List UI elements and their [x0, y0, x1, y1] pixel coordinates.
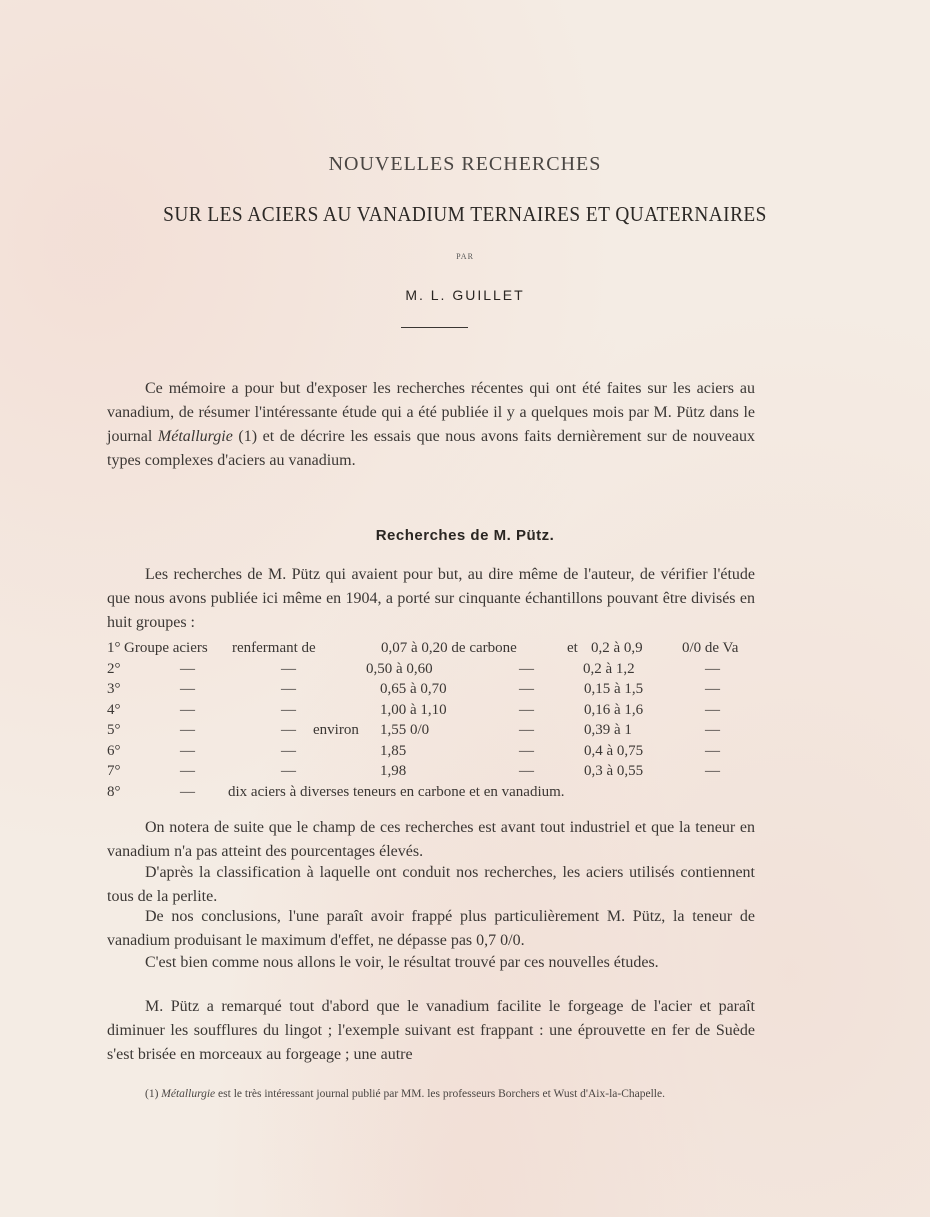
ditto-mark: — [180, 722, 195, 738]
group-8-description: dix aciers à diverses teneurs en carbone et en vanadium. [228, 783, 565, 800]
group-number: 3° [107, 681, 121, 697]
group-row [107, 720, 767, 741]
ditto-mark: — [705, 660, 720, 677]
ditto-mark: — [180, 783, 195, 800]
section-heading: Recherches de M. Pütz. [375, 527, 555, 544]
title-divider [401, 327, 468, 328]
footnote-journal-name: Métallurgie [161, 1088, 216, 1100]
paragraph-perlite: D'après la classification à laquelle ont conduit nos recherches, les aciers utilisés contiennent tous de la perlite. [107, 864, 755, 905]
ditto-mark: — [705, 701, 720, 718]
ditto-mark: — [180, 681, 195, 697]
ditto-mark: — [705, 742, 720, 759]
paragraph-result: C'est bien comme nous allons le voir, le résultat trouvé par ces nouvelles études. [145, 954, 659, 971]
ditto-mark: — [519, 742, 534, 759]
group-row [107, 741, 767, 762]
carbon-value: 1,98 [380, 763, 407, 779]
intro-text-start: Ce mémoire a pour but d'exposer les recherches récentes qui ont été faites sur les aciers au vanadium, de résumer l'intéressante étude qui a été publiée il y a quelques mois par M. Pütz dans le journal [107, 380, 755, 445]
group-row [107, 679, 767, 700]
ditto-mark: — [281, 660, 296, 677]
group-number: 2° [107, 660, 121, 677]
carbon-value: 1,85 [380, 742, 407, 759]
ditto-mark: — [519, 701, 534, 718]
group-row [107, 659, 767, 680]
group-label: Groupe aciers [124, 640, 208, 656]
vanadium-range: 0,4 à 0,75 [584, 742, 644, 759]
ditto-mark: — [281, 722, 296, 738]
ditto-mark: — [519, 660, 534, 677]
vanadium-range: 0,15 à 1,5 [584, 681, 644, 697]
group-number: 4° [107, 701, 121, 718]
ditto-mark: — [519, 681, 534, 697]
title-line-1: NOUVELLES RECHERCHES [328, 153, 602, 175]
intro-text-end: (1) et de décrire les essais que nous avons faits dernièrement sur de nouveaux types complexes d'aciers au vanadium. [107, 428, 755, 469]
ditto-mark: — [180, 660, 195, 677]
carbon-range: 1,55 0/0 [380, 722, 430, 738]
group-row [107, 638, 767, 659]
paragraph-industrial: On notera de suite que le champ de ces recherches est avant tout industriel et que la teneur en vanadium n'a pas atteint des pourcentages élevés. [107, 819, 755, 860]
group-number: 5° [107, 722, 121, 738]
ditto-mark: — [705, 681, 720, 697]
intro-paragraph [107, 377, 755, 473]
conjunction: et [567, 640, 578, 656]
paragraph-conclusions: De nos conclusions, l'une paraît avoir frappé plus particulièrement M. Pütz, la teneur de vanadium produisant le maximum d'effet, ne dépasse pas 0,7 0/0. [107, 908, 755, 949]
title-line-2: SUR LES ACIERS AU VANADIUM TERNAIRES ET QUATERNAIRES [163, 202, 767, 226]
ditto-mark: — [519, 763, 534, 779]
unit-label: 0/0 de Va [682, 640, 739, 656]
group-row [107, 700, 767, 721]
group-row [107, 782, 767, 803]
group-number: 7° [107, 763, 121, 779]
ditto-mark: — [180, 701, 195, 718]
carbon-range: 0,07 à 0,20 de carbone [381, 640, 517, 656]
vanadium-range: 0,3 à 0,55 [584, 763, 644, 779]
group-number: 8° [107, 783, 121, 800]
group-row [107, 761, 767, 782]
footnote [107, 1085, 755, 1103]
ditto-mark: — [180, 763, 195, 779]
carbon-range: 1,00 à 1,10 [380, 701, 447, 718]
ditto-mark: — [705, 763, 720, 779]
ditto-mark: — [519, 722, 534, 738]
group-number: 6° [107, 742, 121, 759]
group-number: 1° [107, 640, 121, 656]
paragraph-forging: M. Pütz a remarqué tout d'abord que le vanadium facilite le forgeage de l'acier et paraît diminuer les soufflures du lingot ; l'exemple suivant est frappant : une éprouvette en fer de Suède s'est brisée en morceaux au forgeage ; une autre [107, 998, 755, 1063]
author: M. L. GUILLET [405, 287, 525, 303]
vanadium-range: 0,16 à 1,6 [584, 701, 644, 718]
carbon-range: 0,50 à 0,60 [366, 660, 433, 677]
vanadium-range: 0,2 à 0,9 [591, 640, 643, 656]
ditto-mark: — [281, 701, 296, 718]
journal-name: Métallurgie [157, 428, 233, 445]
approximation-label: environ [313, 722, 359, 738]
ditto-mark: — [281, 681, 296, 697]
vanadium-range: 0,2 à 1,2 [583, 660, 635, 677]
footnote-text: est le très intéressant journal publié par MM. les professeurs Borchers et Wust d'Aix-la-Chapelle. [215, 1088, 665, 1100]
ditto-mark: — [281, 763, 296, 779]
par-label: PAR [456, 252, 474, 261]
carbon-range: 0,65 à 0,70 [380, 681, 447, 697]
ditto-mark: — [180, 742, 195, 759]
ditto-mark: — [281, 742, 296, 759]
footnote-number: (1) [145, 1088, 159, 1100]
vanadium-range: 0,39 à 1 [584, 722, 632, 738]
groups-table [107, 638, 767, 802]
group-label-2: renfermant de [232, 640, 316, 656]
ditto-mark: — [705, 722, 720, 738]
paragraph-groups-intro: Les recherches de M. Pütz qui avaient pour but, au dire même de l'auteur, de vérifier l'étude que nous avons publiée ici même en 1904, a porté sur cinquante échantillons pouvant être divisés en huit groupes : [107, 566, 755, 631]
